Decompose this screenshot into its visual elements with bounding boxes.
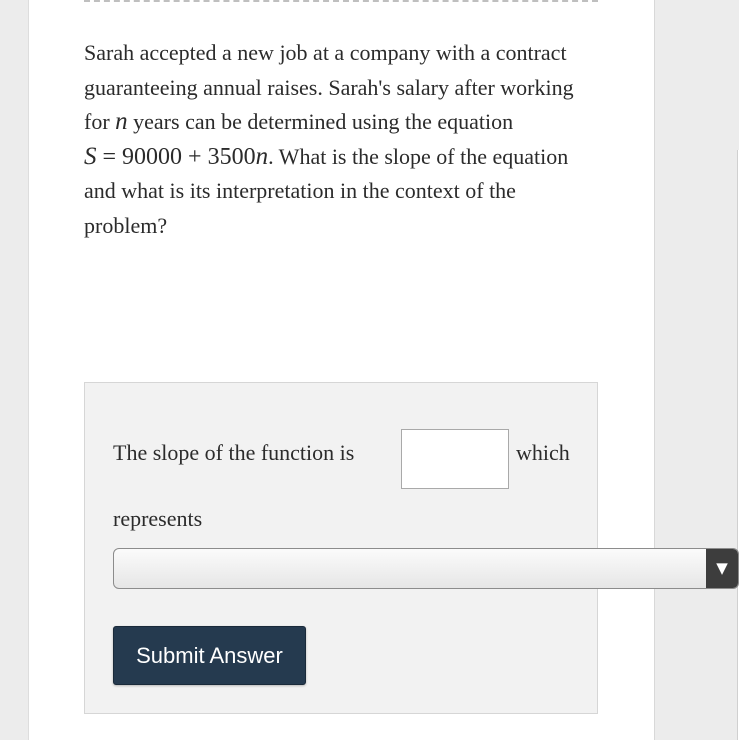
question-text-part3: . What is the slope of the equation and what is its interpretation in the context of the problem? — [84, 143, 569, 238]
question-text-part1: Sarah accepted a new job at a company with a contract guaranteeing annual raises. Sarah's salary after working for — [84, 40, 574, 134]
submit-answer-button[interactable]: Submit Answer — [113, 626, 306, 685]
variable-n: n — [115, 108, 128, 135]
question-text — [84, 36, 604, 243]
equation-body: = 90000 + 3500 — [96, 143, 256, 170]
equation-variable-s: S — [84, 142, 97, 170]
represents-label: represents — [113, 506, 203, 531]
question-text-part2: years can be determined using the equation — [127, 109, 514, 134]
equation-variable-n: n — [255, 142, 269, 170]
dropdown-arrow-icon[interactable]: ▼ — [706, 549, 738, 588]
slope-input[interactable] — [401, 429, 509, 489]
section-divider — [84, 0, 598, 2]
which-label: which — [516, 440, 570, 465]
slope-prompt: The slope of the function is — [113, 440, 355, 465]
interpretation-dropdown[interactable] — [113, 548, 739, 589]
